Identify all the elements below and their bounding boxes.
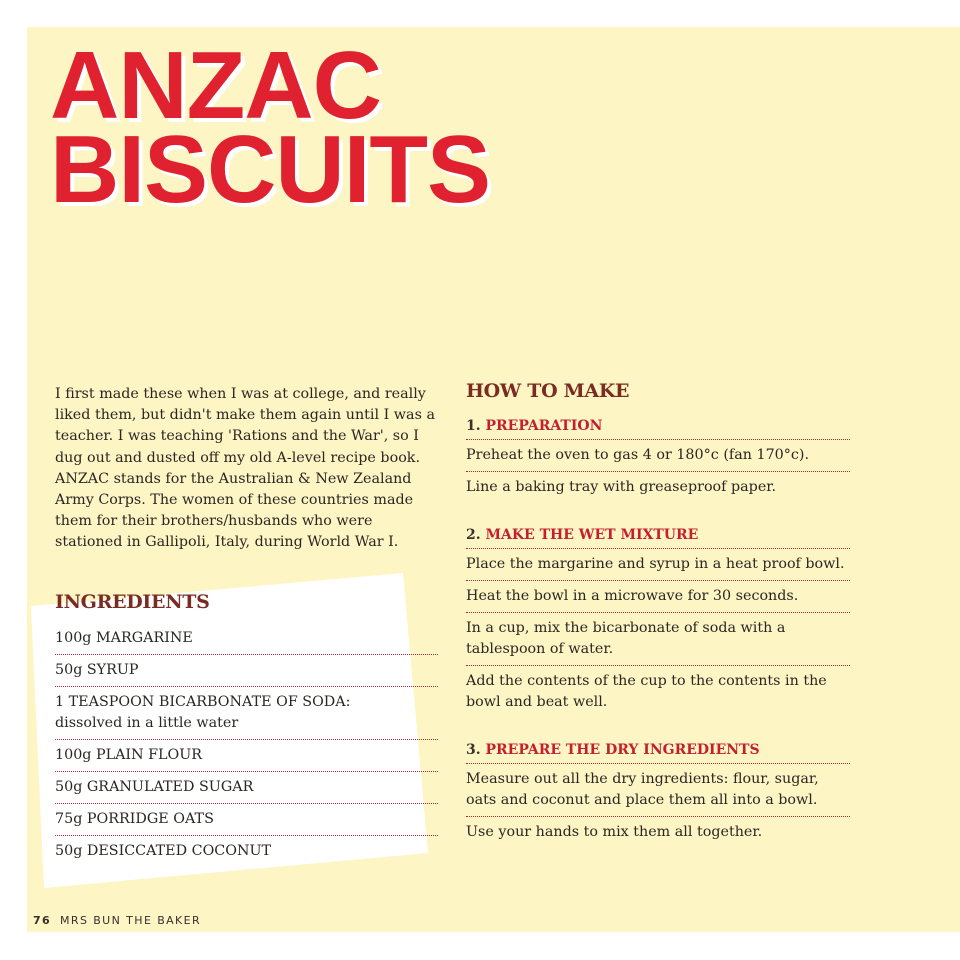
step-instruction: Add the contents of the cup to the contents in the bowl and beat well. [466, 673, 827, 710]
step-title: MAKE THE WET MIXTURE [485, 527, 699, 543]
step-heading [466, 738, 850, 764]
ingredient-text: 100g MARGARINE [55, 630, 193, 646]
step-number: 2. [466, 527, 481, 543]
ingredient-text: 75g PORRIDGE OATS [55, 811, 214, 827]
page-number: 76 [33, 914, 52, 927]
step-instruction: Place the margarine and syrup in a heat proof bowl. [466, 549, 850, 581]
step-instruction: In a cup, mix the bicarbonate of soda with a tablespoon of water. [466, 613, 850, 666]
ingredient-text: 50g DESICCATED COCONUT [55, 843, 272, 859]
step-title: PREPARE THE DRY INGREDIENTS [485, 742, 760, 758]
title-line-1: ANZAC [50, 32, 381, 139]
page-footer [33, 914, 201, 927]
step-instruction: Line a baking tray with greaseproof paper. [466, 479, 777, 495]
ingredient-item [55, 804, 438, 836]
title-line-2: BISCUITS [50, 116, 491, 223]
step-instruction: Use your hands to mix them all together. [466, 824, 763, 840]
step-heading [466, 414, 850, 440]
ingredient-note: dissolved in a little water [55, 715, 239, 731]
step-heading [466, 523, 850, 549]
ingredients-section [55, 591, 438, 867]
step-preparation [466, 414, 850, 503]
ingredient-item [55, 623, 438, 655]
book-title: MRS BUN THE BAKER [60, 914, 202, 927]
ingredient-text: 50g SYRUP [55, 662, 139, 678]
recipe-title [50, 32, 491, 223]
step-number: 3. [466, 742, 481, 758]
ingredient-item [55, 740, 438, 772]
ingredient-item [55, 772, 438, 804]
how-to-make-heading: HOW TO MAKE [466, 380, 630, 402]
step-wet-mixture [466, 523, 850, 718]
ingredient-item [55, 836, 438, 867]
ingredient-text: 50g GRANULATED SUGAR [55, 779, 254, 795]
step-title: PREPARATION [485, 418, 603, 434]
step-instruction: Heat the bowl in a microwave for 30 seconds. [466, 581, 850, 613]
ingredients-heading: INGREDIENTS [55, 591, 210, 613]
step-instruction: Measure out all the dry ingredients: flour, sugar, oats and coconut and place them all into a bowl. [466, 764, 850, 817]
ingredient-text: 100g PLAIN FLOUR [55, 747, 203, 763]
how-to-make-section [466, 380, 850, 868]
ingredient-text: 1 TEASPOON BICARBONATE OF SODA: [55, 694, 351, 710]
step-number: 1. [466, 418, 481, 434]
step-instruction: Preheat the oven to gas 4 or 180°c (fan 170°c). [466, 440, 850, 472]
ingredient-item [55, 687, 438, 740]
intro-paragraph: I first made these when I was at college, and really liked them, but didn't make them again until I was a teacher. I was teaching 'Rations and the War', so I dug out and dusted off my old A-level recipe book. ANZAC stands for the Australian & New Zealand Army Corps. The women of these countries made them for their brothers/husbands who were stationed in Gallipoli, Italy, during World War I. [55, 386, 435, 551]
step-dry-ingredients [466, 738, 850, 848]
ingredient-item [55, 655, 438, 687]
